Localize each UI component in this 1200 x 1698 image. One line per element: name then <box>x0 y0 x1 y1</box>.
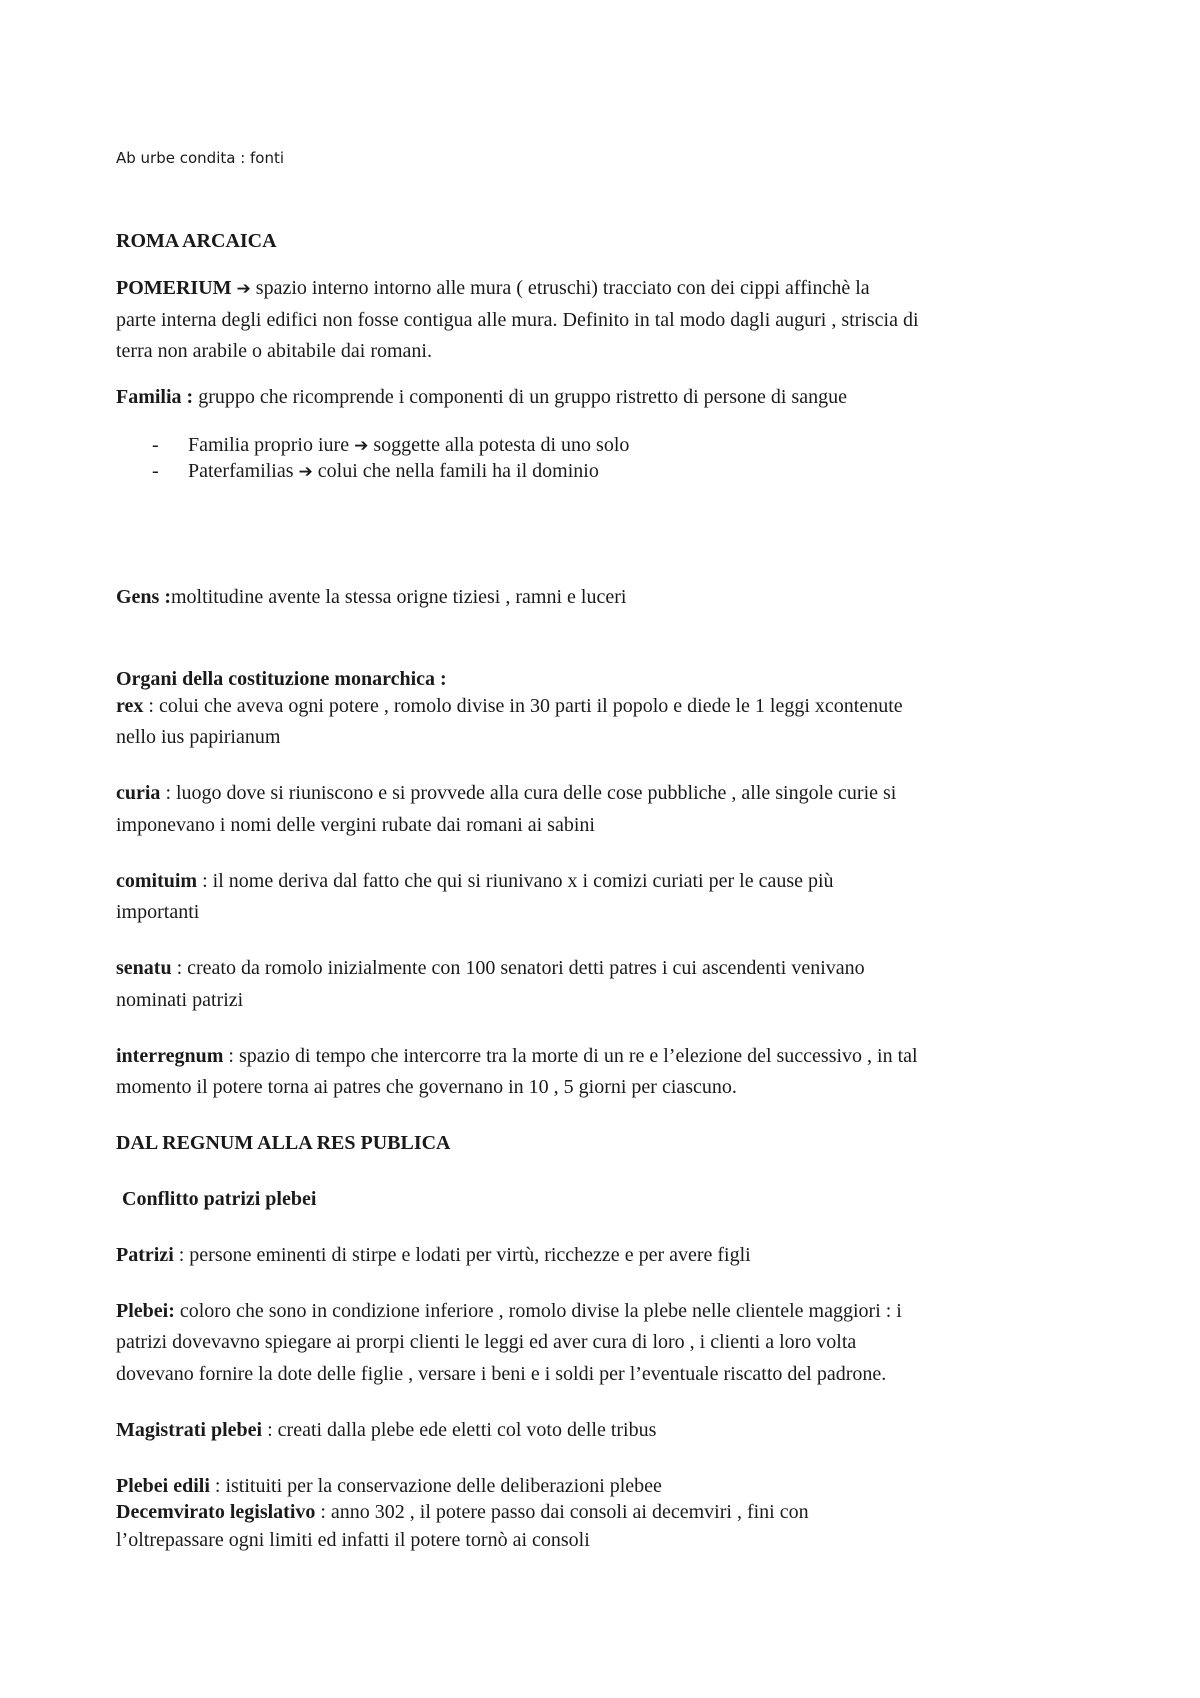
plebei-line-1: Plebei: coloro che sono in condizione inferiore , romolo divise la plebe nelle clientele maggiori : i <box>116 1300 902 1322</box>
document-header: Ab urbe condita : fonti <box>116 149 285 167</box>
dash-icon: - <box>152 460 159 482</box>
comitium-line-2: importanti <box>116 901 200 923</box>
pomerium-line-3: terra non arabile o abitabile dai romani. <box>116 340 432 362</box>
patrizi-line: Patrizi : persone eminenti di stirpe e lodati per virtù, ricchezze e per avere figli <box>116 1244 751 1266</box>
bullet-text: Familia proprio iure ➔ soggette alla potesta di uno solo <box>188 434 630 456</box>
plebei-line-2: patrizi dovevavno spiegare ai prorpi clienti le leggi ed aver cura di loro , i clienti a loro volta <box>116 1331 857 1353</box>
edili-term: Plebei edili <box>116 1475 210 1497</box>
arrow-icon: ➔ <box>354 436 369 456</box>
decemvirato-line-1: Decemvirato legislativo : anno 302 , il potere passo dai consoli ai decemviri , fini con <box>116 1501 809 1523</box>
subheading-conflitto: Conflitto patrizi plebei <box>122 1188 317 1210</box>
edili-line: Plebei edili : istituiti per la conservazione delle deliberazioni plebee <box>116 1475 662 1497</box>
interregnum-line-2: momento il potere torna ai patres che governano in 10 , 5 giorni per ciascuno. <box>116 1076 737 1098</box>
section-heading-roma-arcaica: ROMA ARCAICA <box>116 230 277 252</box>
decemvirato-term: Decemvirato legislativo <box>116 1501 316 1523</box>
comitium-term: comituim <box>116 870 198 892</box>
section-heading-dal-regnum: DAL REGNUM ALLA RES PUBLICA <box>116 1132 451 1154</box>
dash-icon: - <box>152 434 159 456</box>
rex-line-2: nello ius papirianum <box>116 726 281 748</box>
bullet-text: Paterfamilias ➔ colui che nella famili ha il dominio <box>188 460 599 482</box>
gens-term: Gens : <box>116 586 171 608</box>
rex-term: rex <box>116 695 144 717</box>
senatu-line-2: nominati patrizi <box>116 989 244 1011</box>
pomerium-text-1: spazio interno intorno alle mura ( etruschi) tracciato con dei cippi affinchè la <box>250 277 870 299</box>
magistrati-line: Magistrati plebei : creati dalla plebe ede eletti col voto delle tribus <box>116 1419 657 1441</box>
arrow-icon: ➔ <box>298 462 313 482</box>
familia-text: gruppo che ricomprende i componenti di un gruppo ristretto di persone di sangue <box>193 386 847 408</box>
gens-line <box>116 582 626 612</box>
interregnum-term: interregnum <box>116 1045 224 1067</box>
arrow-icon: ➔ <box>236 279 251 299</box>
pomerium-line-2: parte interna degli edifici non fosse contigua alle mura. Definito in tal modo dagli auguri , striscia di <box>116 309 919 331</box>
interregnum-line-1: interregnum : spazio di tempo che intercorre tra la morte di un re e l’elezione del successivo , in tal <box>116 1045 918 1067</box>
rex-line-1: rex : colui che aveva ogni potere , romolo divise in 30 parti il popolo e diede le 1 leggi xcontenute <box>116 695 903 717</box>
curia-term: curia <box>116 782 161 804</box>
senatu-line-1: senatu : creato da romolo inizialmente con 100 senatori detti patres i cui ascendenti venivano <box>116 957 865 979</box>
plebei-term: Plebei: <box>116 1300 175 1322</box>
familia-term: Familia : <box>116 386 194 408</box>
curia-line-1: curia : luogo dove si riuniscono e si provvede alla cura delle cose pubbliche , alle singole curie si <box>116 782 897 804</box>
pomerium-line-1 <box>116 273 870 304</box>
decemvirato-line-2: l’oltrepassare ogni limiti ed infatti il potere tornò ai consoli <box>116 1529 590 1551</box>
senatu-term: senatu <box>116 957 172 979</box>
patrizi-term: Patrizi <box>116 1244 174 1266</box>
comitium-line-1: comituim : il nome deriva dal fatto che qui si riunivano x i comizi curiati per le cause più <box>116 870 834 892</box>
organi-heading: Organi della costituzione monarchica : <box>116 668 447 690</box>
plebei-line-3: dovevano fornire la dote delle figlie , versare i beni e i soldi per l’eventuale riscatto del padrone. <box>116 1363 887 1385</box>
pomerium-term: POMERIUM <box>116 277 232 299</box>
magistrati-term: Magistrati plebei <box>116 1419 263 1441</box>
curia-line-2: imponevano i nomi delle vergini rubate dai romani ai sabini <box>116 814 595 836</box>
familia-line <box>116 382 847 412</box>
gens-text: moltitudine avente la stessa origne tiziesi , ramni e luceri <box>171 586 627 608</box>
